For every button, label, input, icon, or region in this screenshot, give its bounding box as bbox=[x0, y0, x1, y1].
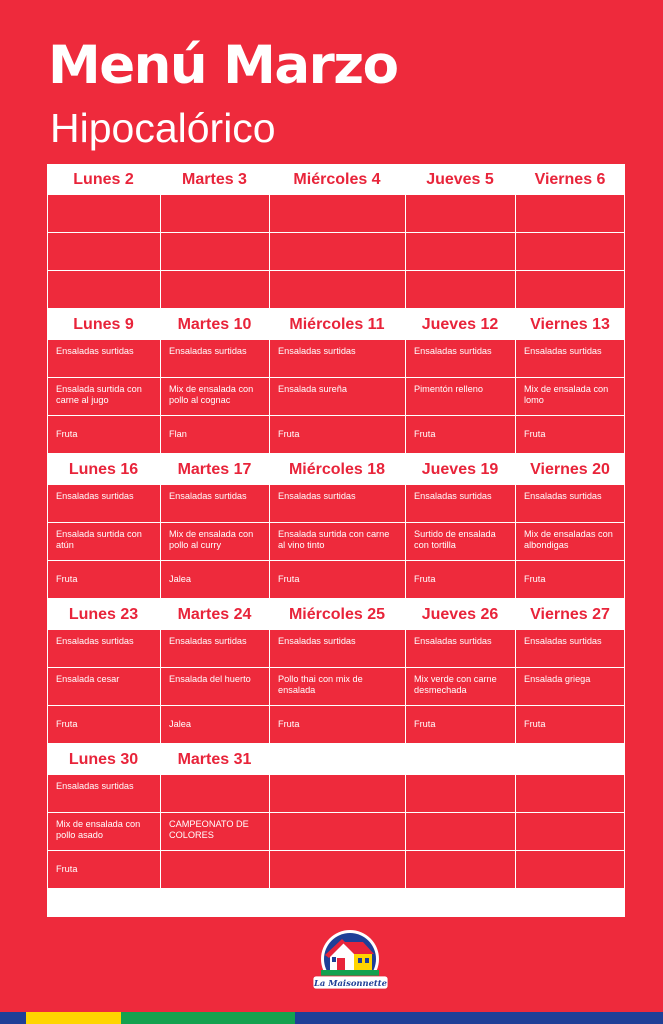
dessert-cell bbox=[516, 271, 624, 308]
color-stripe-blue-left bbox=[0, 1012, 26, 1024]
main-dish-cell bbox=[270, 813, 405, 850]
dessert-cell: Fruta bbox=[406, 416, 515, 453]
main-dish-cell: Ensalada del huerto bbox=[161, 668, 269, 705]
starter-cell bbox=[161, 195, 269, 232]
day-header: Jueves 19 bbox=[405, 454, 515, 485]
color-stripe-blue bbox=[295, 1012, 663, 1024]
starter-cell bbox=[270, 775, 405, 812]
dessert-cell: Fruta bbox=[270, 416, 405, 453]
main-dish-cell: Ensalada surtida con atún bbox=[48, 523, 160, 560]
starter-cell: Ensaladas surtidas bbox=[161, 630, 269, 667]
main-dish-cell bbox=[516, 813, 624, 850]
dessert-cell bbox=[516, 851, 624, 888]
dessert-cell: Fruta bbox=[516, 561, 624, 598]
main-dish-cell: Pollo thai con mix de ensalada bbox=[270, 668, 405, 705]
starter-cell: Ensaladas surtidas bbox=[48, 340, 160, 377]
starter-cell bbox=[406, 195, 515, 232]
main-dish-cell: Ensalada surtida con carne al jugo bbox=[48, 378, 160, 415]
menu-subtitle: Hipocalórico bbox=[50, 105, 276, 151]
dessert-cell: Fruta bbox=[406, 706, 515, 743]
day-header: Miércoles 4 bbox=[269, 164, 405, 195]
starter-cell: Ensaladas surtidas bbox=[270, 485, 405, 522]
dessert-cell bbox=[161, 271, 269, 308]
main-dish-cell: Ensalada sureña bbox=[270, 378, 405, 415]
day-header: Lunes 2 bbox=[47, 164, 160, 195]
day-header: Miércoles 11 bbox=[269, 309, 405, 340]
main-dish-cell: Mix de ensaladas con albondigas bbox=[516, 523, 624, 560]
main-dish-cell bbox=[270, 233, 405, 270]
starter-cell: Ensaladas surtidas bbox=[48, 630, 160, 667]
starter-cell: Ensaladas surtidas bbox=[161, 485, 269, 522]
starter-cell: Ensaladas surtidas bbox=[48, 485, 160, 522]
day-header: Jueves 26 bbox=[405, 599, 515, 630]
dessert-cell: Jalea bbox=[161, 706, 269, 743]
day-header: Miércoles 18 bbox=[269, 454, 405, 485]
main-dish-cell: Mix de ensalada con pollo al cognac bbox=[161, 378, 269, 415]
day-header: Lunes 16 bbox=[47, 454, 160, 485]
day-header: Viernes 13 bbox=[515, 309, 625, 340]
starter-cell: Ensaladas surtidas bbox=[516, 485, 624, 522]
day-header: Viernes 27 bbox=[515, 599, 625, 630]
main-dish-cell: Surtido de ensalada con tortilla bbox=[406, 523, 515, 560]
dessert-cell: Fruta bbox=[406, 561, 515, 598]
la-maisonnette-logo bbox=[311, 928, 391, 998]
menu-table bbox=[47, 164, 625, 917]
day-header bbox=[269, 744, 405, 775]
main-dish-cell: Mix de ensalada con lomo bbox=[516, 378, 624, 415]
dessert-cell: Fruta bbox=[48, 851, 160, 888]
main-dish-cell bbox=[161, 233, 269, 270]
dessert-cell: Fruta bbox=[270, 561, 405, 598]
day-header: Lunes 23 bbox=[47, 599, 160, 630]
main-dish-cell bbox=[406, 813, 515, 850]
main-dish-cell: Mix de ensalada con pollo al curry bbox=[161, 523, 269, 560]
starter-cell: Ensaladas surtidas bbox=[406, 340, 515, 377]
day-header: Martes 24 bbox=[160, 599, 269, 630]
starter-cell bbox=[406, 775, 515, 812]
starter-cell: Ensaladas surtidas bbox=[406, 485, 515, 522]
starter-cell bbox=[270, 195, 405, 232]
dessert-cell: Fruta bbox=[516, 416, 624, 453]
day-header: Jueves 5 bbox=[405, 164, 515, 195]
main-dish-cell: CAMPEONATO DE COLORES bbox=[161, 813, 269, 850]
day-header: Miércoles 25 bbox=[269, 599, 405, 630]
starter-cell: Ensaladas surtidas bbox=[406, 630, 515, 667]
day-header bbox=[515, 744, 625, 775]
menu-title: Menú Marzo bbox=[48, 35, 398, 96]
day-header: Martes 31 bbox=[160, 744, 269, 775]
dessert-cell bbox=[406, 271, 515, 308]
day-header: Martes 3 bbox=[160, 164, 269, 195]
dessert-cell: Fruta bbox=[48, 416, 160, 453]
main-dish-cell bbox=[406, 233, 515, 270]
main-dish-cell bbox=[516, 233, 624, 270]
main-dish-cell: Mix de ensalada con pollo asado bbox=[48, 813, 160, 850]
dessert-cell: Fruta bbox=[48, 706, 160, 743]
dessert-cell: Fruta bbox=[516, 706, 624, 743]
starter-cell bbox=[48, 195, 160, 232]
starter-cell bbox=[161, 775, 269, 812]
starter-cell bbox=[516, 195, 624, 232]
day-header: Lunes 30 bbox=[47, 744, 160, 775]
dessert-cell bbox=[406, 851, 515, 888]
dessert-cell: Fruta bbox=[48, 561, 160, 598]
dessert-cell bbox=[270, 851, 405, 888]
logo-text: La Maisonnette bbox=[314, 978, 387, 988]
dessert-cell: Jalea bbox=[161, 561, 269, 598]
dessert-cell: Fruta bbox=[270, 706, 405, 743]
starter-cell: Ensaladas surtidas bbox=[270, 340, 405, 377]
starter-cell: Ensaladas surtidas bbox=[48, 775, 160, 812]
main-dish-cell: Pimentón relleno bbox=[406, 378, 515, 415]
main-dish-cell: Ensalada cesar bbox=[48, 668, 160, 705]
main-dish-cell: Mix verde con carne desmechada bbox=[406, 668, 515, 705]
dessert-cell bbox=[161, 851, 269, 888]
dessert-cell bbox=[270, 271, 405, 308]
day-header: Martes 17 bbox=[160, 454, 269, 485]
color-stripe-yellow bbox=[26, 1012, 121, 1024]
starter-cell: Ensaladas surtidas bbox=[161, 340, 269, 377]
main-dish-cell: Ensalada griega bbox=[516, 668, 624, 705]
starter-cell: Ensaladas surtidas bbox=[516, 630, 624, 667]
starter-cell: Ensaladas surtidas bbox=[516, 340, 624, 377]
day-header: Jueves 12 bbox=[405, 309, 515, 340]
dessert-cell: Flan bbox=[161, 416, 269, 453]
day-header: Viernes 20 bbox=[515, 454, 625, 485]
day-header: Martes 10 bbox=[160, 309, 269, 340]
starter-cell bbox=[516, 775, 624, 812]
color-stripe-green bbox=[121, 1012, 295, 1024]
dessert-cell bbox=[48, 271, 160, 308]
day-header: Viernes 6 bbox=[515, 164, 625, 195]
starter-cell: Ensaladas surtidas bbox=[270, 630, 405, 667]
day-header: Lunes 9 bbox=[47, 309, 160, 340]
main-dish-cell: Ensalada surtida con carne al vino tinto bbox=[270, 523, 405, 560]
day-header bbox=[405, 744, 515, 775]
main-dish-cell bbox=[48, 233, 160, 270]
